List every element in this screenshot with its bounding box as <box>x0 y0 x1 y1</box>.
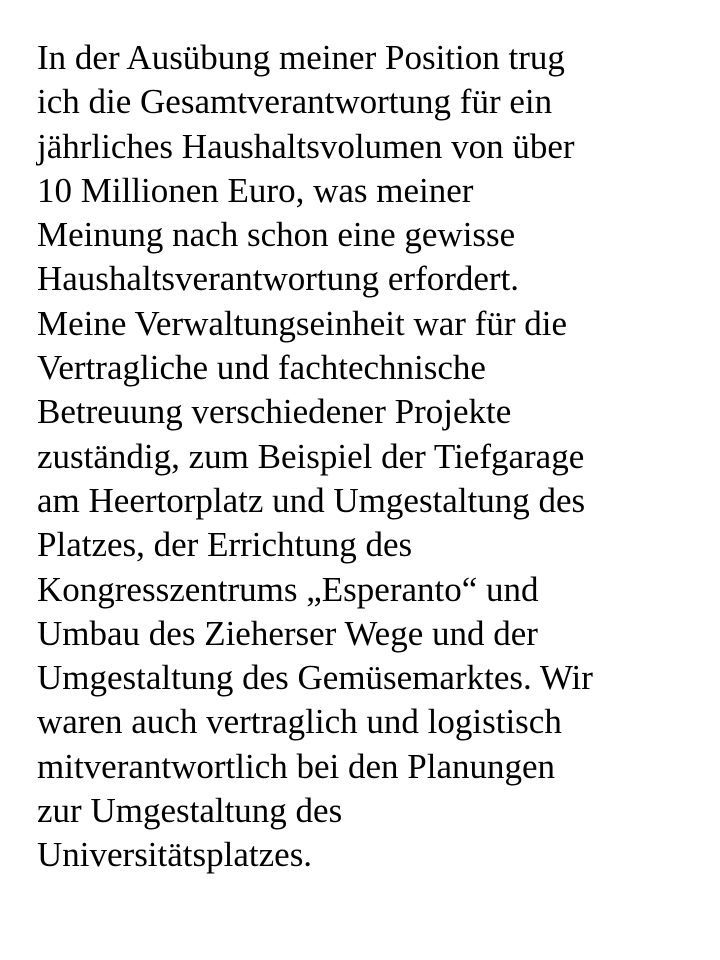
paragraph-line: Kongresszentrums „Esperanto“ und <box>37 569 539 609</box>
paragraph-line: Platzes, der Errichtung des <box>37 525 413 565</box>
paragraph-line: Vertragliche und fachtechnische <box>37 348 486 388</box>
paragraph-line: waren auch vertraglich und logistisch <box>37 702 562 742</box>
body-paragraph <box>37 36 707 878</box>
paragraph-line: Umgestaltung des Gemüsemarktes. Wir <box>37 658 593 698</box>
paragraph-line: Umbau des Zieherser Wege und der <box>37 613 538 653</box>
paragraph-line: Betreuung verschiedener Projekte <box>37 392 512 432</box>
paragraph-line: Haushaltsverantwortung erfordert. <box>37 259 520 299</box>
paragraph-line: zur Umgestaltung des <box>37 791 343 831</box>
paragraph-line: mitverantwortlich bei den Planungen <box>37 746 556 786</box>
paragraph-line: zuständig, zum Beispiel der Tiefgarage <box>37 436 585 476</box>
paragraph-line: Meinung nach schon eine gewisse <box>37 215 516 255</box>
paragraph-line: Universitätsplatzes. <box>37 835 313 875</box>
paragraph-line: am Heertorplatz und Umgestaltung des <box>37 480 586 520</box>
paragraph-line: jährliches Haushaltsvolumen von über <box>37 126 575 166</box>
paragraph-line: 10 Millionen Euro, was meiner <box>37 170 474 210</box>
paragraph-line: Meine Verwaltungseinheit war für die <box>37 303 568 343</box>
paragraph-line: ich die Gesamtverantwortung für ein <box>37 82 553 122</box>
paragraph-line: In der Ausübung meiner Position trug <box>37 38 565 77</box>
